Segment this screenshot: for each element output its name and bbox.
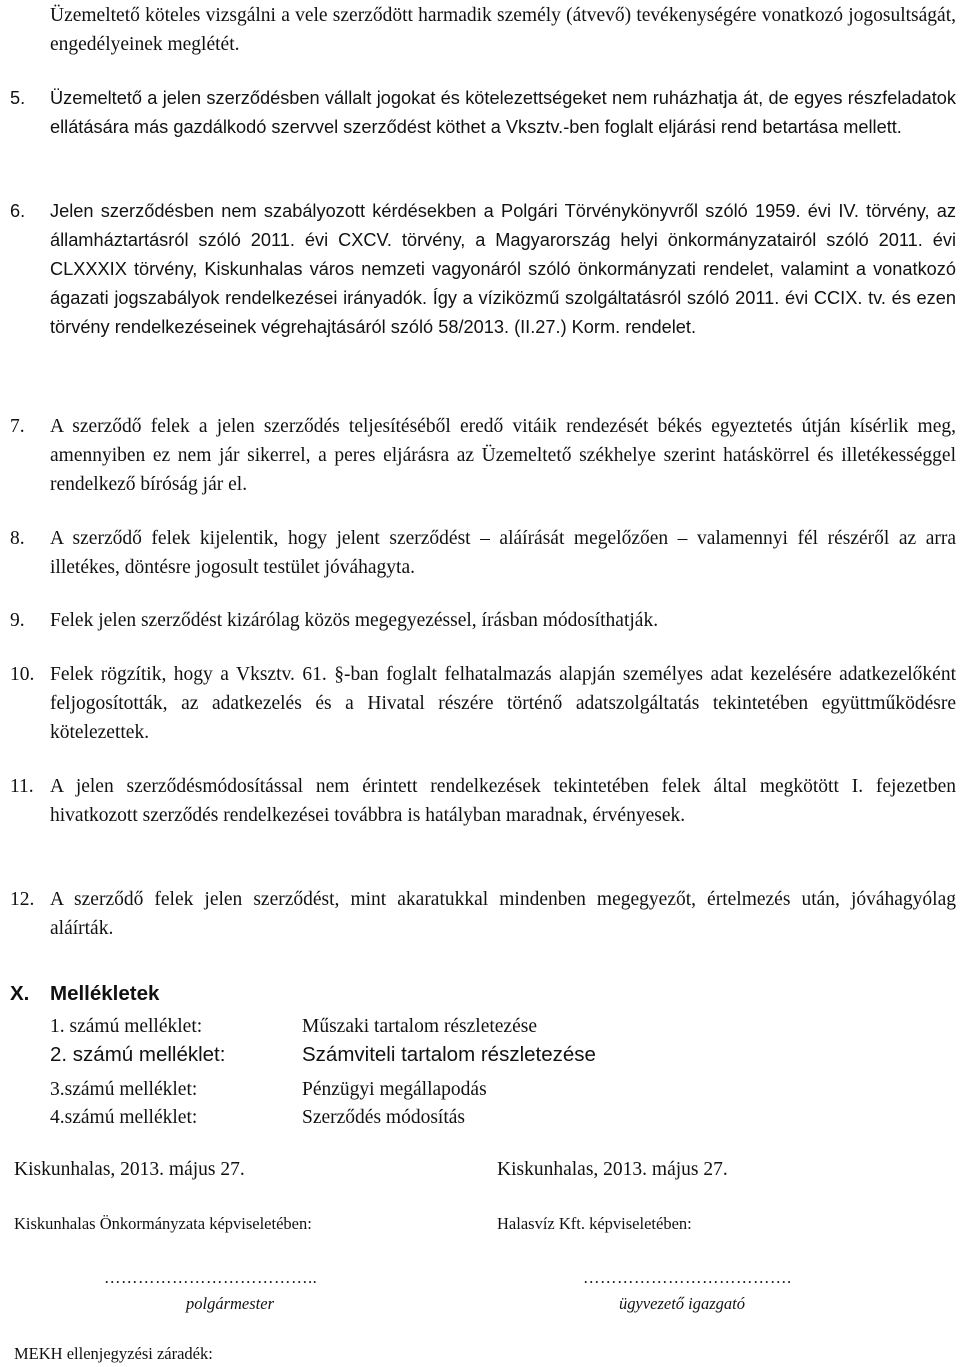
annex-label: 3.számú melléklet: (50, 1079, 198, 1100)
clause-number: 10. (10, 664, 35, 685)
signature-date: Kiskunhalas, 2013. május 27. (497, 1159, 728, 1180)
signature-organization: Kiskunhalas Önkormányzata képviseletében: (14, 1214, 312, 1233)
footer-note: MEKH ellenjegyzési záradék: (14, 1344, 213, 1363)
annex-label: 1. számú melléklet: (50, 1016, 203, 1037)
section-title: Mellékletek (50, 982, 160, 1005)
annex-row-4 (50, 1107, 850, 1129)
clause-number: 8. (10, 528, 25, 549)
clause-text: Felek jelen szerződést kizárólag közös megegyezéssel, írásban módosíthatják. (50, 610, 659, 631)
clause-number: 11. (10, 776, 34, 797)
signature-line: ……………………………….. (104, 1268, 318, 1287)
section-heading (10, 982, 159, 1006)
signature-date: Kiskunhalas, 2013. május 27. (14, 1159, 245, 1180)
clause-text: A jelen szerződésmódosítással nem érintett rendelkezések tekintetében felek által megkötött I. fejezetben hivatkozott szerződés rendelkezései továbbra is hatályban maradnak, érvényesek. (50, 776, 956, 826)
clause-11 (10, 772, 956, 830)
signature-line: ………………………………. (583, 1268, 792, 1287)
clause-12 (10, 885, 956, 943)
annex-value: Szerződés módosítás (302, 1107, 466, 1128)
clause-text: Üzemeltető a jelen szerződésben vállalt jogokat és kötelezettségeket nem ruházhatja át, de egyes részfeladatok ellátására más gazdálkodó szervvel szerződést köthet a Vksztv.-ben foglalt eljárási rend betartása mellett. (50, 88, 956, 137)
clause-number: 6. (10, 201, 26, 221)
clause-number: 9. (10, 610, 25, 631)
annex-label: 4.számú melléklet: (50, 1107, 198, 1128)
clause-9 (10, 606, 956, 635)
intro-paragraph (10, 1, 956, 59)
intro-text: Üzemeltető köteles vizsgálni a vele szerződött harmadik személy (átvevő) tevékenységére vonatkozó jogosultságát, engedélyeinek meglétét. (50, 5, 956, 55)
clause-text: Jelen szerződésben nem szabályozott kérdésekben a Polgári Törvénykönyvről szóló 1959. évi IV. törvény, az államháztartásról szóló 2011. évi CXCV. törvény, a Magyarország helyi önkormányzatairól szóló 2011. évi CLXXXIX törvény, Kiskunhalas város nemzeti vagyonáról szóló önkormányzati rendelet, valamint a vonatkozó ágazati jogszabályok rendelkezései irányadók. Így a víziközmű szolgáltatásról szóló 2011. évi CCIX. tv. és ezen törvény rendelkezéseinek végrehajtásáról szóló 58/2013. (II.27.) Korm. rendelet. (50, 201, 956, 337)
clause-number: 12. (10, 889, 35, 910)
signature-role: polgármester (186, 1294, 274, 1313)
section-number: X. (10, 982, 30, 1005)
clause-number: 7. (10, 416, 25, 437)
clause-8 (10, 524, 956, 582)
signature-role: ügyvezető igazgató (619, 1294, 746, 1313)
annex-row-1 (50, 1016, 850, 1038)
clause-text: A szerződő felek jelen szerződést, mint akaratukkal mindenben megegyezőt, értelmezés után, jóváhagyólag aláírták. (50, 889, 956, 939)
annex-value: Pénzügyi megállapodás (302, 1079, 487, 1100)
clause-10 (10, 660, 956, 747)
signature-organization: Halasvíz Kft. képviseletében: (497, 1214, 692, 1233)
clause-number: 5. (10, 88, 26, 108)
clause-text: A szerződő felek a jelen szerződés teljesítéséből eredő vitáik rendezését békés egyeztetés útján kísérlik meg, amennyiben ez nem jár sikerrel, a peres eljárásra az Üzemeltető székhelye szerint hatáskörrel és illetékességgel rendelkező bíróság jár el. (50, 416, 956, 495)
signature-right (497, 1156, 917, 1313)
annex-row-3 (50, 1079, 850, 1101)
clause-text: A szerződő felek kijelentik, hogy jelent szerződést – aláírását megelőzően – valamennyi fél részéről az arra illetékes, döntésre jogosult testület jóváhagyta. (50, 528, 956, 578)
clause-6 (10, 197, 956, 342)
annex-value: Számviteli tartalom részletezése (302, 1043, 596, 1066)
clause-text: Felek rögzítik, hogy a Vksztv. 61. §-ban foglalt felhatalmazás alapján személyes adat kezelésére adatkezelőként feljogosították, az adatkezelés és a Hivatal részére történő adatszolgáltatás tekintetében együttműködésre kötelezettek. (50, 664, 956, 743)
annex-row-2 (50, 1043, 850, 1067)
annex-label: 2. számú melléklet: (50, 1043, 226, 1066)
clause-5 (10, 84, 956, 142)
signature-left (14, 1156, 434, 1313)
annex-value: Műszaki tartalom részletezése (302, 1016, 537, 1037)
clause-7 (10, 412, 956, 499)
